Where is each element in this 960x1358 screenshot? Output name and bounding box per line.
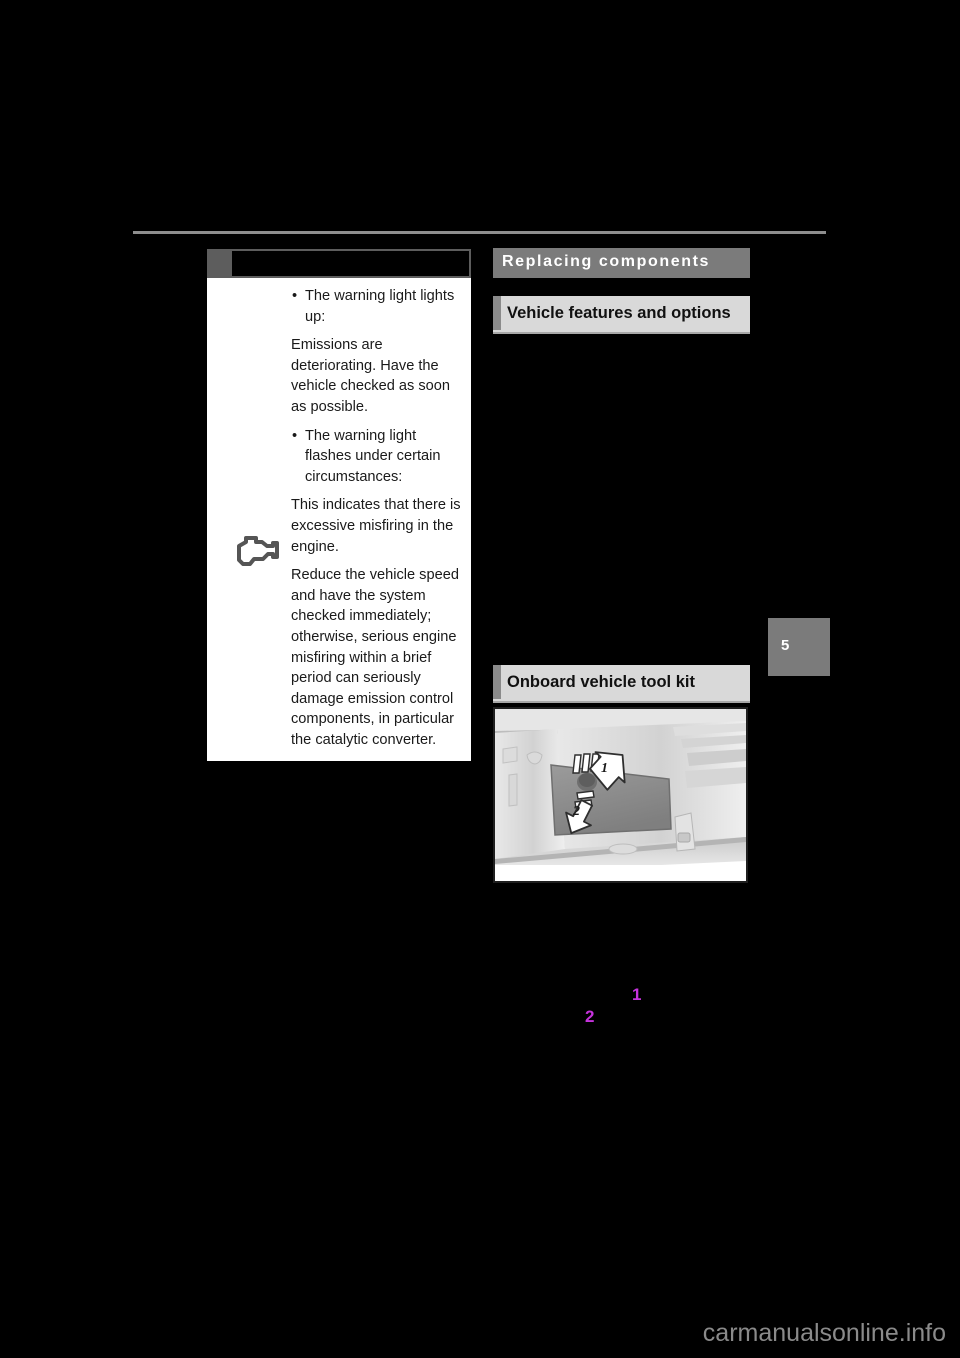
warning-light-table	[207, 249, 471, 761]
subsection-title-vehicle-features-and-options: Vehicle features and options	[493, 296, 750, 334]
warning-table-body	[207, 278, 471, 761]
header-rule	[133, 231, 826, 234]
subsection-title-onboard-vehicle-tool-kit: Onboard vehicle tool kit	[493, 665, 750, 703]
figure-callout-label-2: 2	[573, 804, 580, 819]
warning-paragraph: Emissions are deteriorating. Have the vehicle checked as soon as possible.	[291, 337, 451, 415]
warning-table-icon-cell	[213, 286, 291, 751]
chapter-tab	[768, 618, 830, 676]
warning-paragraph: This indicates that there is excessive misfiring in the engine.	[291, 497, 461, 555]
figure-callout-label-1: 1	[601, 761, 608, 776]
body-callout-1: 1	[632, 985, 642, 1004]
warning-paragraph: • The warning light flashes under certain circumstances:	[291, 426, 465, 488]
warning-table-header-swatch	[209, 251, 232, 276]
watermark: carmanualsonline.info	[702, 1319, 946, 1347]
right-column	[493, 248, 750, 334]
body-callout-2: 2	[585, 1007, 595, 1026]
warning-paragraph: Reduce the vehicle speed and have the system checked immediately; otherwise, serious engine misfiring within a brief period can seriously damage emission control components, in particular the catalytic converter.	[291, 567, 459, 748]
warning-table-header	[207, 249, 471, 278]
section-title-replacing-components: Replacing components	[493, 248, 750, 278]
check-engine-icon	[236, 534, 281, 568]
warning-table-text-cell	[291, 286, 465, 751]
chapter-tab-number: 5	[781, 637, 790, 654]
toolkit-section	[493, 665, 750, 703]
warning-paragraph: • The warning light lights up:	[291, 286, 465, 327]
trunk-tool-kit-figure	[493, 707, 748, 883]
